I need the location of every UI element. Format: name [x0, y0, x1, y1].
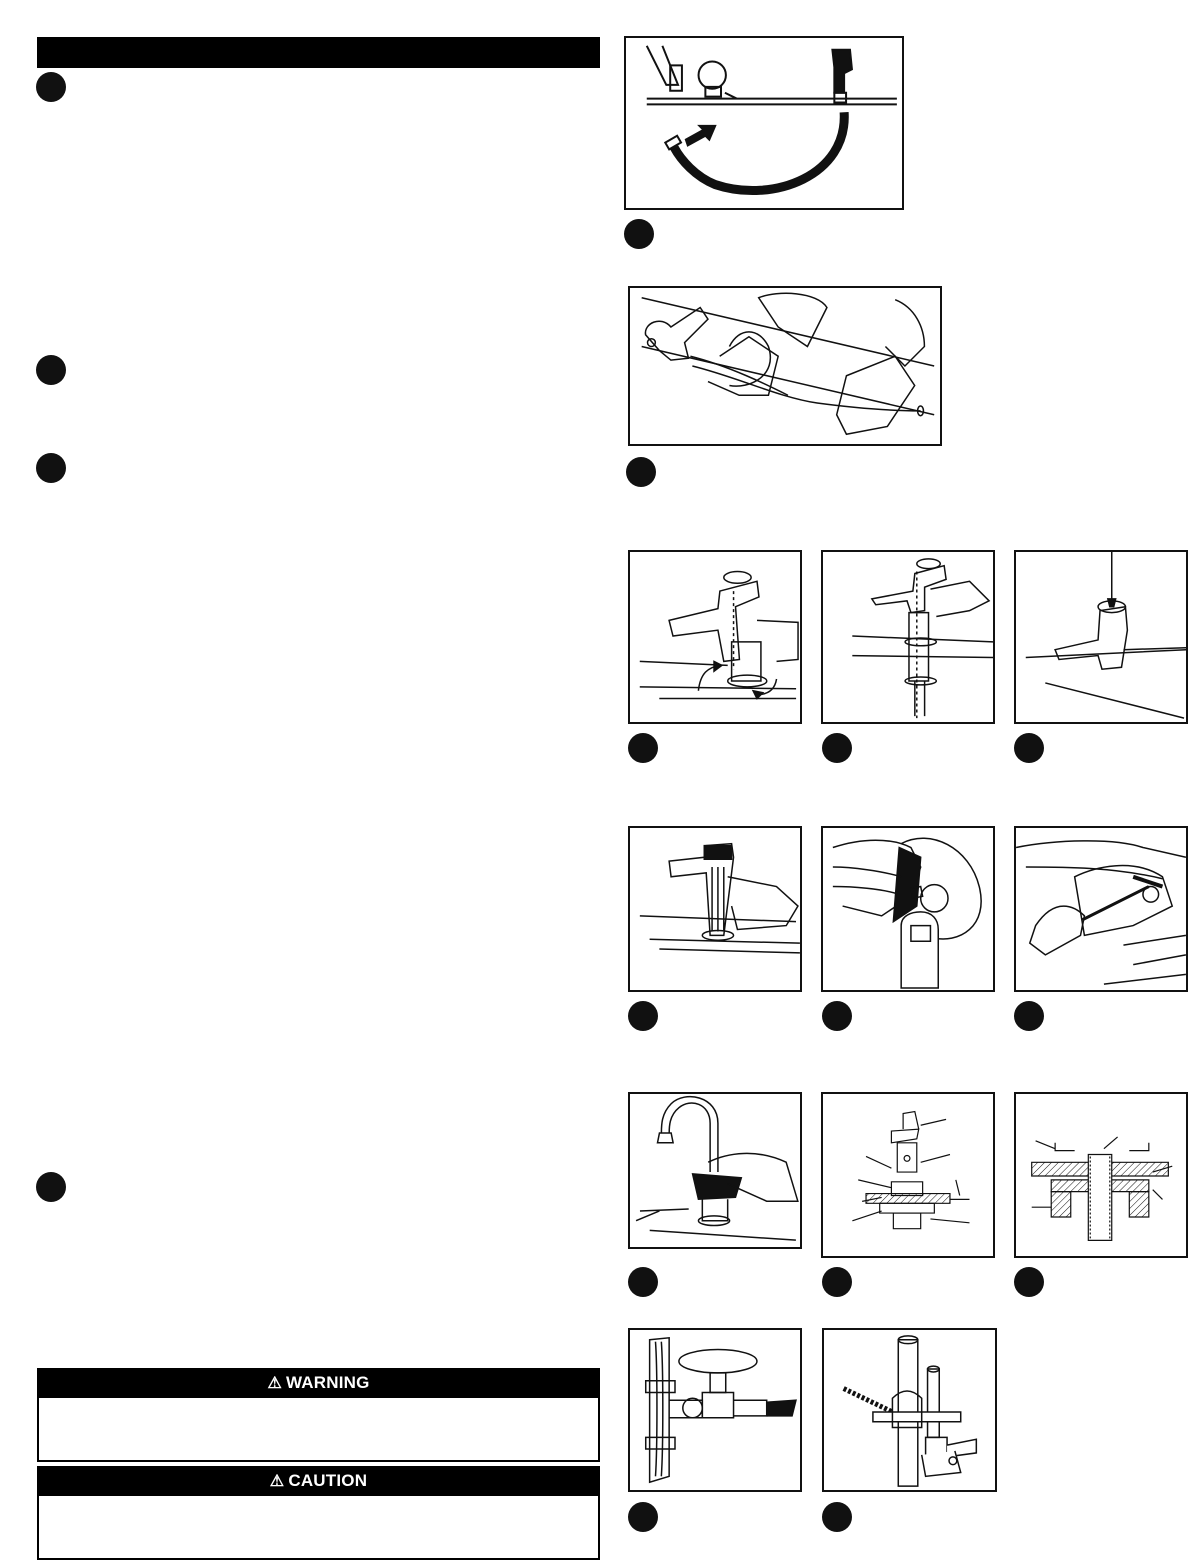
figure-faucet-cartridge — [628, 826, 802, 992]
step-bullet-2 — [36, 355, 66, 385]
figure-gooseneck-spout — [628, 1092, 802, 1249]
figure-mount-section — [1014, 1092, 1188, 1258]
figure-sprayer-hose — [624, 36, 904, 210]
warning-body — [37, 1398, 600, 1462]
section-header-bar — [37, 37, 600, 68]
caution-triangle-icon: ⚠ — [269, 1473, 285, 1490]
figure-valve-diagram — [821, 1092, 995, 1258]
figure-hands-hose — [628, 286, 942, 446]
figure-bullet-b — [626, 457, 656, 487]
figure-bullet-d2 — [822, 1001, 852, 1031]
figure-handle-button — [821, 826, 995, 992]
warning-triangle-icon: ⚠ — [267, 1375, 282, 1392]
figure-handle-screwdriver — [1014, 826, 1188, 992]
figure-saddle-valve — [822, 1328, 997, 1492]
caution-label: CAUTION — [288, 1471, 368, 1490]
caution-header — [37, 1466, 600, 1496]
warning-box — [37, 1368, 600, 1462]
figure-bullet-d1 — [628, 1001, 658, 1031]
step-bullet-3 — [36, 453, 66, 483]
figure-bullet-f1 — [628, 1502, 658, 1532]
figure-bullet-d3 — [1014, 1001, 1044, 1031]
caution-box — [37, 1466, 600, 1560]
figure-bullet-a — [624, 219, 654, 249]
figure-bullet-e2 — [822, 1267, 852, 1297]
caution-body — [37, 1496, 600, 1560]
figure-bullet-e3 — [1014, 1267, 1044, 1297]
figure-bullet-f2 — [822, 1502, 852, 1532]
figure-bullet-c1 — [628, 733, 658, 763]
figure-bullet-e1 — [628, 1267, 658, 1297]
figure-faucet-screwdriver — [1014, 550, 1188, 724]
figure-bullet-c3 — [1014, 733, 1044, 763]
figure-faucet-rotate — [628, 550, 802, 724]
warning-label: WARNING — [285, 1373, 370, 1392]
warning-header — [37, 1368, 600, 1398]
step-bullet-1 — [36, 72, 66, 102]
figure-supply-valve — [628, 1328, 802, 1492]
step-bullet-4 — [36, 1172, 66, 1202]
figure-faucet-lift — [821, 550, 995, 724]
figure-bullet-c2 — [822, 733, 852, 763]
